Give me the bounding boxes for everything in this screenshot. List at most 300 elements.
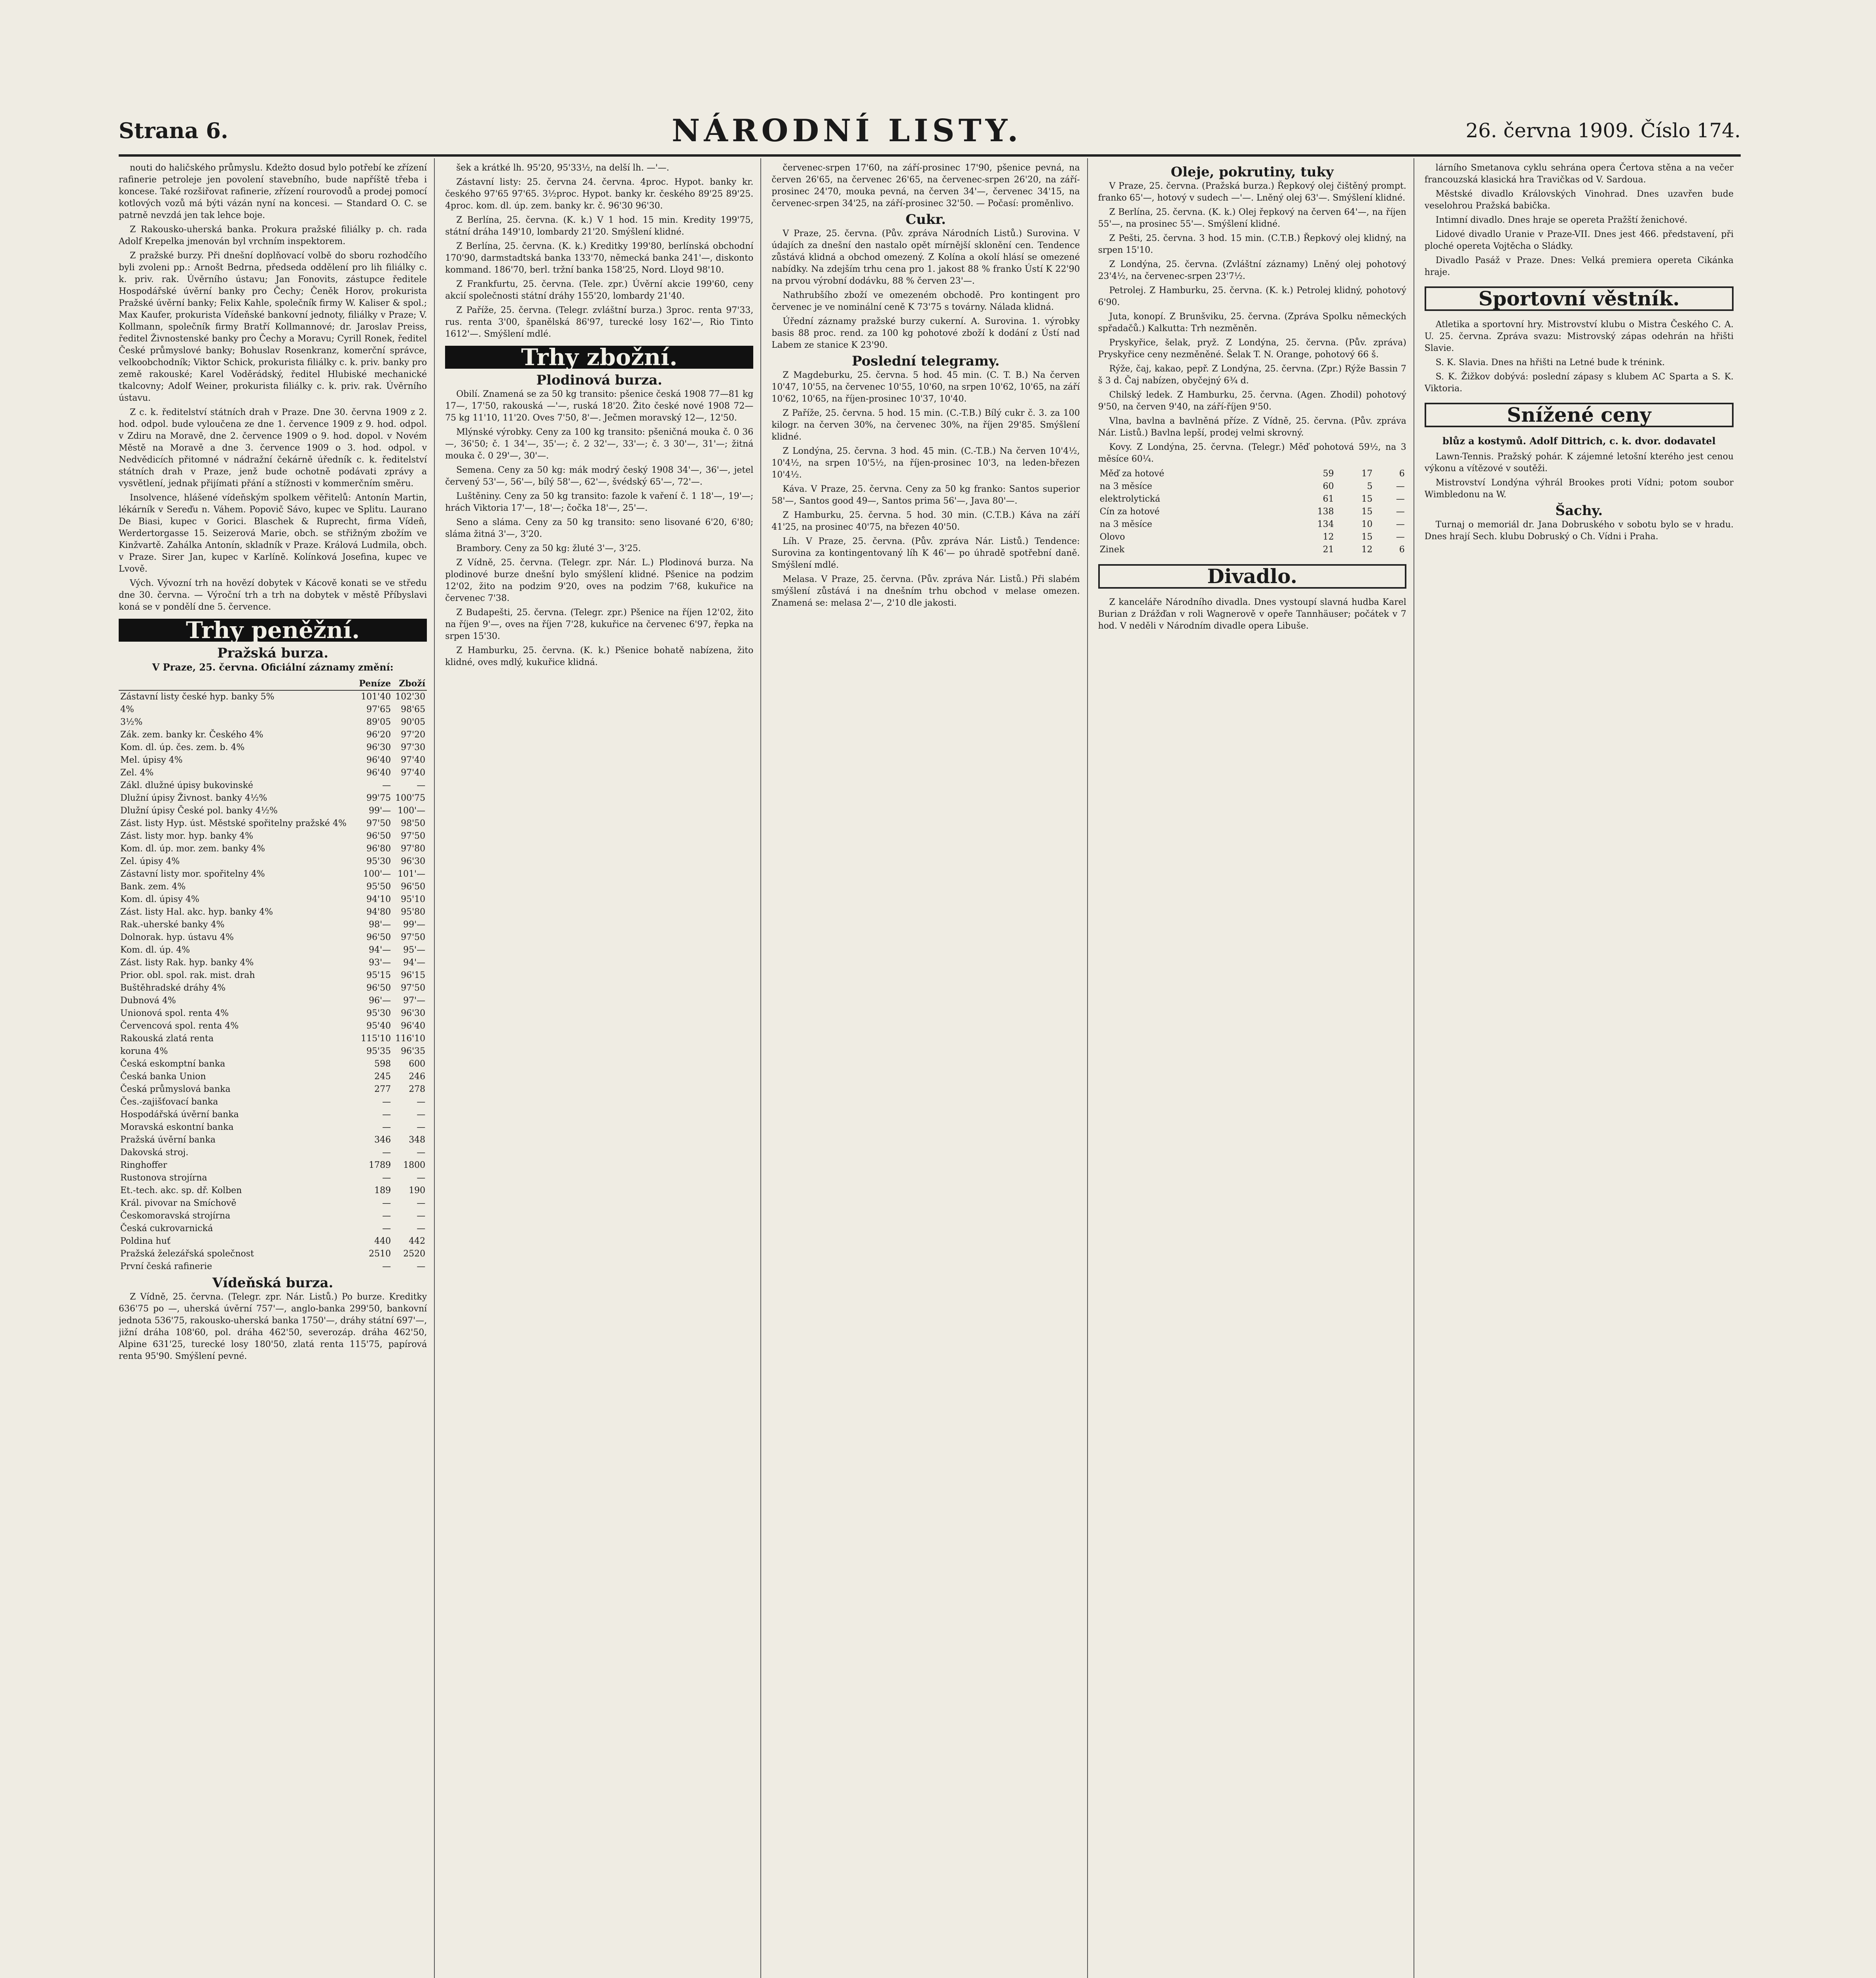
table-cell: 96'35 xyxy=(401,1046,426,1056)
table-cell: 96'40 xyxy=(366,755,391,765)
table-row xyxy=(119,1058,427,1070)
table-row xyxy=(119,1108,427,1121)
article-paragraph: Intimní divadlo. Dnes hraje se opereta Pražští ženichové. xyxy=(1435,215,1688,225)
table-row xyxy=(1098,544,1406,556)
subheading-viden-burza: Vídeňská burza. xyxy=(212,1275,334,1291)
table-cell: na 3 měsíce xyxy=(1099,519,1152,529)
table-cell: 1789 xyxy=(369,1160,391,1170)
table-cell: Zástavní listy české hyp. banky 5% xyxy=(120,692,275,702)
table-cell: Hospodářská úvěrní banka xyxy=(120,1110,239,1120)
table-cell: — xyxy=(382,781,391,790)
table-cell: 96'30 xyxy=(366,743,391,752)
table-cell: Dubnová 4% xyxy=(120,996,176,1006)
table-cell: 245 xyxy=(374,1072,391,1082)
table-row xyxy=(119,1210,427,1222)
table-cell: Zást. listy Hyp. úst. Městské spořitelny pražské 4% xyxy=(120,818,347,828)
subheading-cukr: Cukr. xyxy=(906,212,946,227)
table-cell: Ringhoffer xyxy=(120,1160,167,1170)
section-heading-divadlo: Divadlo. xyxy=(1098,564,1406,589)
table-cell: 3½% xyxy=(120,717,143,727)
table-cell: 95'15 xyxy=(366,970,391,980)
table-cell: — xyxy=(1396,494,1405,504)
table-cell: 98'— xyxy=(369,920,391,930)
table-cell: 12 xyxy=(1361,545,1373,555)
article-paragraph: Líh. V Praze, 25. června. (Pův. zpráva Nár. Listů.) Tendence: Surovina za kontingentovaný líh K 46'— po úhradě spotřební daně. Smýšlení mdlé. xyxy=(771,536,1080,570)
table-cell: 96'30 xyxy=(401,856,426,866)
table-row xyxy=(119,944,427,957)
table-cell: — xyxy=(382,1097,391,1107)
table-cell: — xyxy=(382,1224,391,1233)
table-cell: — xyxy=(417,1198,426,1208)
table-cell: — xyxy=(382,1148,391,1158)
table-cell: 278 xyxy=(409,1084,426,1094)
table-cell: 346 xyxy=(374,1135,391,1145)
column-3 xyxy=(771,158,1088,1978)
table-cell: — xyxy=(417,1262,426,1271)
article-paragraph: Petrolej. Z Hamburku, 25. června. (K. k.) Petrolej klidný, pohotový 6'90. xyxy=(1098,286,1406,307)
table-row xyxy=(119,703,427,716)
table-row xyxy=(119,919,427,931)
stock-table xyxy=(119,677,427,1273)
table-row xyxy=(119,1146,427,1159)
column-header: Peníze xyxy=(356,677,392,690)
table-row xyxy=(119,716,427,729)
table-cell: 102'30 xyxy=(395,692,426,702)
article-paragraph: Z Vídně, 25. června. (Telegr. zpr. Nár. Listů.) Po burze. Kreditky 636'75 po —, uherská úvěrní 757'—, anglo-banka 299'50, bankovní jednota 536'75, rakousko-uherská banka 1750'—, dráhy státní 697'—, jižní dráha 108'60, pol. dráha 462'50, severozáp. dráha 462'50, Alpine 631'25, turecké losy 180'50, zlatá renta 115'75, papírová renta 95'90. Smýšlení pevné. xyxy=(119,1292,427,1361)
article-paragraph: Z Paříže, 25. června. (Telegr. zvláštní burza.) 3proc. renta 97'33, rus. renta 3'00, španělská 86'97, turecké losy 162'—, Rio Tinto 1612'—. Smýšlení mdlé. xyxy=(445,305,754,339)
subheading-prazska-burza: Pražská burza. xyxy=(217,645,329,661)
article-paragraph: Insolvence, hlášené vídeňským spolkem věřitelů: Antonín Martin, lékárník v Sereďu n. Váhem. Popovič Sávo, kupec ve Splitu. Laurano De Biasi, kupec v Gorici. Blaschek & Ruprecht, firma Vídeň, Werdertorgasse 15. Seizerová Marie, obch. se střižným zbožím ve Kinžvartě. Zahálka Antonín, skladník v Praze. Králová Ludmila, obch. v Praze. Sirer Jan, kupec v Karlíně. Kolínková Josefina, kupec ve Lvově. xyxy=(119,493,427,574)
table-row xyxy=(119,931,427,944)
article-paragraph: Nathrubšího zboží ve omezeném obchodě. Pro kontingent pro červenec je ve nominální ceně K 73'75 s továrny. Nálada klidná. xyxy=(771,290,1080,312)
article-paragraph: Zástavní listy: 25. června 24. června. 4proc. Hypot. banky kr. českého 97'65 97'65. 3½proc. Hypot. banky kr. českého 89'25 89'25. 4proc. kom. dl. úp. zem. banky kr. č. 96'30 96'30. xyxy=(445,177,754,211)
article-paragraph: Turnaj o memoriál dr. Jana Dobruského v sobotu bylo se v hradu. Dnes hrají Sech. klubu Dobruský o Ch. Vídni i Praha. xyxy=(1424,520,1734,542)
column-4 xyxy=(1098,158,1414,1978)
table-cell: 61 xyxy=(1323,494,1334,504)
table-cell: 93'— xyxy=(369,958,391,968)
table-cell: 96'15 xyxy=(401,970,426,980)
article-paragraph: Káva. V Praze, 25. června. Ceny za 50 kg franko: Santos superior 58'—, Santos good 49—, Santos prima 56'—, Java 80'—. xyxy=(771,484,1080,506)
table-row xyxy=(1098,518,1406,531)
table-cell: Moravská eskontní banka xyxy=(120,1122,234,1132)
table-cell: Zákl. dlužné úpisy bukovinské xyxy=(120,781,253,790)
table-cell: Zást. listy mor. hyp. banky 4% xyxy=(120,831,254,841)
table-cell: Prior. obl. spol. rak. mist. drah xyxy=(120,970,255,980)
section-heading-trhy-zbozni: Trhy zbožní. xyxy=(445,346,753,369)
newspaper-title: NÁRODNÍ LISTY. xyxy=(671,112,1022,149)
table-cell: — xyxy=(382,1262,391,1271)
table-cell: Zást. listy Rak. hyp. banky 4% xyxy=(120,958,254,968)
table-row xyxy=(119,767,427,779)
table-cell: 99'75 xyxy=(366,793,391,803)
article-paragraph: S. K. Slavia. Dnes na hřišti na Letné bude k trénink. xyxy=(1435,358,1665,368)
table-row xyxy=(119,1134,427,1146)
table-cell: 96'50 xyxy=(366,983,391,993)
table-cell: elektrolytická xyxy=(1099,494,1160,504)
table-cell: 97'30 xyxy=(401,743,426,752)
table-cell: Zel. 4% xyxy=(120,768,154,778)
subheading-oleje: Oleje, pokrutiny, tuky xyxy=(1171,164,1334,180)
table-cell: — xyxy=(382,1110,391,1120)
table-row xyxy=(119,792,427,805)
table-cell: 17 xyxy=(1361,469,1373,479)
table-cell: První česká rafinerie xyxy=(120,1262,212,1271)
article-paragraph: Vých. Vývozní trh na hovězí dobytek v Kácově konati se ve středu dne 30. června. — Výroční trh a trh na dobytek v městě Příbyslavi koná se v pondělí dne 5. července. xyxy=(119,578,427,612)
column-header: Zboží xyxy=(392,677,427,690)
article-paragraph: Z Hamburku, 25. června. 5 hod. 30 min. (C.T.B.) Káva na září 41'25, na prosinec 40'75, na březen 40'50. xyxy=(771,510,1080,532)
article-paragraph: Chilský ledek. Z Hamburku, 25. června. (Agen. Zhodil) pohotový 9'50, na červen 9'40, na září-říjen 9'50. xyxy=(1098,390,1406,412)
table-row xyxy=(119,982,427,995)
table-cell: 189 xyxy=(374,1186,391,1196)
article-paragraph: Luštěniny. Ceny za 50 kg transito: fazole k vaření č. 1 18'—, 19'—; hrách Viktoria 17'—, 18'—; čočka 18'—, 25'—. xyxy=(445,491,754,513)
table-cell: 60 xyxy=(1323,481,1334,491)
table-row xyxy=(1098,493,1406,506)
ad-subline: blůz a kostymů. Adolf Dittrich, c. k. dvor. dodavatel xyxy=(1442,435,1716,447)
article-paragraph: Z kanceláře Národního divadla. Dnes vystoupí slavná hudba Karel Burian z Drážďan v roli Wagnerově v opeře Tannhäuser; počátek v 7 hod. V neděli v Národním divadle opera Libuše. xyxy=(1098,597,1406,631)
subheading-telegrams: Poslední telegramy. xyxy=(852,353,1000,369)
article-paragraph: Lidové divadlo Uranie v Praze-VII. Dnes jest 466. představení, při ploché opereta Vojtěcha o Sládky. xyxy=(1424,229,1734,251)
table-cell: 2520 xyxy=(403,1249,426,1259)
table-cell: 15 xyxy=(1361,507,1373,517)
table-row xyxy=(1098,468,1406,480)
table-cell: — xyxy=(417,1097,426,1107)
article-paragraph: Pryskyřice, šelak, pryž. Z Londýna, 25. června. (Pův. zpráva) Pryskyřice ceny nezměněné. Šelak T. N. Orange, pohotový 66 š. xyxy=(1098,338,1406,360)
table-cell: 97'20 xyxy=(401,730,426,740)
table-row xyxy=(119,729,427,741)
table-cell: Rakouská zlatá renta xyxy=(120,1034,214,1044)
table-row xyxy=(1098,506,1406,518)
table-cell: — xyxy=(382,1198,391,1208)
table-cell: — xyxy=(382,1173,391,1183)
table-cell: — xyxy=(417,1148,426,1158)
article-paragraph: Úřední záznamy pražské burzy cukerní. A. Surovina. 1. výrobky basis 88 proc. rend. za 100 kg pohotové zboží k dodání z Ústí nad Labem ze stanice K 23'90. xyxy=(771,316,1080,350)
table-cell: 246 xyxy=(409,1072,426,1082)
table-cell: Česká banka Union xyxy=(120,1072,206,1082)
article-paragraph: S. K. Žižkov dobývá: poslední zápasy s klubem AC Sparta a S. K. Viktoria. xyxy=(1424,372,1734,394)
table-cell: 97'50 xyxy=(401,831,426,841)
table-row xyxy=(119,1172,427,1184)
table-row xyxy=(119,1197,427,1210)
table-cell: 59 xyxy=(1323,469,1334,479)
table-cell: — xyxy=(417,1122,426,1132)
table-cell: — xyxy=(417,1110,426,1120)
table-row xyxy=(119,1248,427,1260)
table-cell: Mel. úpisy 4% xyxy=(120,755,183,765)
table-cell: 115'10 xyxy=(361,1034,391,1044)
table-cell: 97'— xyxy=(403,996,426,1006)
table-cell: 10 xyxy=(1361,519,1373,529)
table-cell: 96'50 xyxy=(366,932,391,942)
table-cell: 97'40 xyxy=(401,768,426,778)
table-row xyxy=(119,1222,427,1235)
article-paragraph: Z Londýna, 25. června. 3 hod. 45 min. (C.-T.B.) Na červen 10'4½, 10'4½, na srpen 10'5½, na říjen-prosinec 10'3, na leden-březen 10'4½. xyxy=(771,446,1080,480)
article-paragraph: šek a krátké lh. 95'20, 95'33½, na delší lh. —'—. xyxy=(456,163,669,173)
article-paragraph: Juta, konopí. Z Brunšviku, 25. června. (Zpráva Spolku německých spřadačů.) Kalkutta: Trh nezměněn. xyxy=(1098,312,1406,333)
table-cell: Zástavní listy mor. spořitelny 4% xyxy=(120,869,265,879)
table-cell: 96'50 xyxy=(366,831,391,841)
article-paragraph: Z Hamburku, 25. června. (K. k.) Pšenice bohatě nabízena, žito klidné, oves mdlý, kukuřice klidná. xyxy=(445,646,754,667)
table-cell: Červencová spol. renta 4% xyxy=(120,1021,239,1031)
table-row xyxy=(119,690,427,703)
article-paragraph: Z Londýna, 25. června. (Zvláštní záznamy) Lněný olej pohotový 23'4½, na červenec-srpen 23'7½. xyxy=(1098,260,1406,281)
table-cell: Kom. dl. úp. čes. zem. b. 4% xyxy=(120,743,245,752)
article-paragraph: Z Frankfurtu, 25. června. (Tele. zpr.) Úvěrní akcie 199'60, ceny akcií společnosti státní dráhy 155'20, lombardy 21'40. xyxy=(445,279,754,301)
table-cell: Bank. zem. 4% xyxy=(120,882,186,892)
table-cell: 90'05 xyxy=(401,717,426,727)
table-cell: 94'80 xyxy=(366,907,391,917)
subheading-sachy: Šachy. xyxy=(1555,503,1603,519)
table-row xyxy=(1098,480,1406,493)
article-paragraph: Atletika a sportovní hry. Mistrovství klubu o Mistra Českého C. A. U. 25. června. Zpráva svazu: Mistrovský zápas odehrán na hřišti Slavie. xyxy=(1424,320,1734,353)
table-cell: — xyxy=(1396,481,1405,491)
table-cell: 442 xyxy=(409,1236,426,1246)
table-row xyxy=(119,843,427,855)
table-cell: 95'30 xyxy=(366,856,391,866)
table-cell: 134 xyxy=(1317,519,1334,529)
article-paragraph: Divadlo Pasáž v Praze. Dnes: Velká premiera opereta Cikánka hraje. xyxy=(1424,256,1734,277)
article-paragraph: Městské divadlo Královských Vinohrad. Dnes uzavřen bude veselohrou Pražská babička. xyxy=(1424,189,1734,211)
article-paragraph: Semena. Ceny za 50 kg: mák modrý český 1908 34'—, 36'—, jetel červený 53'—, 56'—, bílý 58'—, 62'—, švédský 65'—, 72'—. xyxy=(445,465,754,487)
article-paragraph: Z Magdeburku, 25. června. 5 hod. 45 min. (C. T. B.) Na červen 10'47, 10'55, na červenec 10'55, 10'60, na srpen 10'62, 10'65, na září 10'62, 10'65, na říjen-prosinec 10'37, 10'40. xyxy=(771,370,1080,404)
article-paragraph: Vlna, bavlna a bavlněná příze. Z Vídně, 25. června. (Pův. zpráva Nár. Listů.) Bavlna lepší, prodej velmi skrovný. xyxy=(1098,416,1406,438)
table-row xyxy=(119,754,427,767)
table-cell: Olovo xyxy=(1099,532,1125,542)
table-cell: 96'50 xyxy=(401,882,426,892)
table-cell: Zást. listy Hal. akc. hyp. banky 4% xyxy=(120,907,273,917)
table-cell: Česká cukrovarnická xyxy=(120,1224,213,1233)
table-cell: 100'— xyxy=(398,806,426,816)
column-5 xyxy=(1425,158,1741,1978)
table-cell: 97'40 xyxy=(401,755,426,765)
table-row xyxy=(119,805,427,817)
table-cell: 4% xyxy=(120,705,134,714)
article-paragraph: Z c. k. ředitelství státních drah v Praze. Dne 30. června 1909 z 2. hod. odpol. bude vyloučena ze dne 1. července 1909 z 9. hod. odpol. v Zdiru na Moravě, dne 2. července 1909 o 9. hod. dopol. v Novém Městě na Moravě a dne 3. července 1909 o 3. hod. odpol. v Nedvědicích přitomné v nádražní čekárně úředník c. k. ředitelství státních drah v Praze, jenž bude ochotně podávati zprávy a vysvětlení, jednak přijímati přání a stížnosti v kommerčním směru. xyxy=(119,407,427,489)
table-row xyxy=(119,893,427,906)
table-cell: 97'50 xyxy=(401,983,426,993)
table-row xyxy=(119,779,427,792)
table-cell: Čes.-zajišťovací banka xyxy=(120,1097,218,1107)
table-cell: 138 xyxy=(1317,507,1334,517)
table-cell: 6 xyxy=(1399,469,1405,479)
table-cell: 96'40 xyxy=(366,768,391,778)
table-cell: 99'— xyxy=(403,920,426,930)
article-paragraph: Z Rakousko-uherská banka. Prokura pražské filiálky p. ch. rada Adolf Krepelka jmenován byl vrchním inspektorem. xyxy=(119,225,427,246)
table-caption: V Praze, 25. června. Oficiální záznamy změní: xyxy=(152,661,394,673)
columns xyxy=(119,158,1741,1978)
table-cell: 440 xyxy=(374,1236,391,1246)
section-heading-sport: Sportovní věstník. xyxy=(1425,286,1734,311)
article-paragraph: Z Berlína, 25. června. (K. k.) Olej řepkový na červen 64'—, na říjen 55'—, na prosinec 55'—. Smýšlení klidné. xyxy=(1098,207,1406,229)
stock-table-header xyxy=(119,677,427,690)
table-cell: 99'— xyxy=(369,806,391,816)
article-paragraph: Melasa. V Praze, 25. června. (Pův. zpráva Nár. Listů.) Při slabém smýšlení zůstává i na dnešním trhu obchod v melase omezen. Znamená se: melasa 2'—, 2'10 dle jakosti. xyxy=(771,574,1080,608)
table-cell: Poldina huť xyxy=(120,1236,171,1246)
table-cell: Pražská úvěrní banka xyxy=(120,1135,216,1145)
table-cell: 5 xyxy=(1367,481,1373,491)
table-cell: Českomoravská strojírna xyxy=(120,1211,231,1221)
table-cell: — xyxy=(417,1173,426,1183)
article-paragraph: červenec-srpen 17'60, na září-prosinec 17'90, pšenice pevná, na červen 26'65, na červenec 26'65, na červenec-srpen 26'20, na září-prosinec 24'70, mouka pevná, na červen 34'—, červenec 34'15, na červenec-srpen 34'25, na září-prosinec 32'50. — Počasí: proměnlivo. xyxy=(771,163,1080,208)
table-cell: 116'10 xyxy=(395,1034,426,1044)
table-cell: 95'35 xyxy=(366,1046,391,1056)
page-header xyxy=(119,107,1741,157)
table-cell: 100'75 xyxy=(395,793,426,803)
table-cell: 12 xyxy=(1323,532,1334,542)
table-cell: 94'10 xyxy=(366,894,391,904)
table-cell: 89'05 xyxy=(366,717,391,727)
table-cell: Unionová spol. renta 4% xyxy=(120,1008,229,1018)
table-row xyxy=(119,830,427,843)
table-row xyxy=(119,1235,427,1248)
table-cell: 97'50 xyxy=(366,818,391,828)
table-row xyxy=(119,881,427,893)
table-cell: Měď za hotové xyxy=(1099,469,1164,479)
table-cell: 21 xyxy=(1323,545,1334,555)
article-paragraph: Kovy. Z Londýna, 25. června. (Telegr.) Měď pohotová 59½, na 3 měsíce 60¼. xyxy=(1098,442,1406,464)
table-cell: Dolnorak. hyp. ústavu 4% xyxy=(120,932,234,942)
table-cell: 600 xyxy=(409,1059,426,1069)
article-paragraph: V Praze, 25. června. (Pražská burza.) Řepkový olej čištěný prompt. franko 65'—, hotový v sudech —'—. Lněný olej 63'—. Smýšlení klidné. xyxy=(1098,181,1406,203)
subheading-plodinova-burza: Plodinová burza. xyxy=(536,372,663,388)
table-row xyxy=(119,906,427,919)
table-cell: 101'— xyxy=(398,869,426,879)
table-cell: Rustonova strojírna xyxy=(120,1173,207,1183)
table-cell: — xyxy=(1396,507,1405,517)
table-cell: 94'— xyxy=(369,945,391,955)
table-cell: Pražská železářská společnost xyxy=(120,1249,254,1259)
article-paragraph: Z Vídně, 25. června. (Telegr. zpr. Nár. L.) Plodinová burza. Na plodinové burze dnešní bylo smýšlení klidné. Pšenice na podzim 12'02, žito na podzim 9'20, oves na podzim 7'68, kukuřice na červenec 7'38. xyxy=(445,558,754,603)
article-paragraph: Z pražské burzy. Při dnešní doplňovací volbě do sboru rozhodčího byli zvoleni pp.: Arnošt Bedrna, předseda oddělení pro lih filiálky c. k. priv. rak. Úvěrního ústavu; Jan Fonovits, zástupce ředitele Hospodářské úvěrní banky pro Čechy; Čeněk Horov, prokurista Pražské úvěrní banky; Felix Kahle, společník firmy W. Kaliser & spol.; Max Kaufer, prokurista Vídeňské bankovní jednoty, filiálky v Praze; V. Kollmann, společník firmy Bratří Kollmannové; dr. Jaroslav Preiss, ředitel Živnostenské banky pro Čechy a Moravu; Cyrill Ronek, ředitel České průmyslové banky; Bohuslav Rosenkranz, komerční správce, velkoobchodník; Viktor Schick, prokurista filiálky c. k. priv. banky pro země rakouské; Karel Voděrádský, ředitel Hlubiské mechanické tkalcovny; Adolf Weiner, prokurista filiálky c. k. priv. rak. Úvěrního ústavu. xyxy=(119,251,427,403)
table-cell: — xyxy=(417,1224,426,1233)
article-paragraph: lárního Smetanova cyklu sehrána opera Čertova stěna a na večer francouzská klasická hra Travičkas od V. Sardoua. xyxy=(1424,163,1734,185)
table-cell: Buštěhradské dráhy 4% xyxy=(120,983,226,993)
table-cell: Zel. úpisy 4% xyxy=(120,856,180,866)
table-row xyxy=(119,868,427,881)
table-cell: 96'30 xyxy=(401,1008,426,1018)
table-cell: 15 xyxy=(1361,532,1373,542)
table-cell: 190 xyxy=(409,1186,426,1196)
table-cell: Dlužní úpisy České pol. banky 4½% xyxy=(120,806,278,816)
article-paragraph: Lawn-Tennis. Pražský pohár. K zájemné letošní kterého jest cenou výkonu a vítězové v soutěži. xyxy=(1424,452,1734,474)
table-cell: 95'50 xyxy=(366,882,391,892)
table-row xyxy=(119,1260,427,1273)
table-cell: 96'20 xyxy=(366,730,391,740)
ad-snizene-ceny: Snížené ceny xyxy=(1425,403,1734,427)
table-cell: Král. pivovar na Smíchově xyxy=(120,1198,237,1208)
table-row xyxy=(119,1007,427,1020)
article-paragraph: Z Pešti, 25. června. 3 hod. 15 min. (C.T.B.) Řepkový olej klidný, na srpen 15'10. xyxy=(1098,233,1406,255)
page-label: Strana 6. xyxy=(119,118,228,143)
section-heading-trhy-penezni: Trhy peněžní. xyxy=(119,619,427,642)
table-cell: 100'— xyxy=(363,869,391,879)
table-row xyxy=(1098,531,1406,544)
metal-table xyxy=(1098,468,1406,556)
table-cell: Rak.-uherské banky 4% xyxy=(120,920,225,930)
table-cell: Kom. dl. úp. 4% xyxy=(120,945,190,955)
table-cell: Et.-tech. akc. sp. dř. Kolben xyxy=(120,1186,242,1196)
table-cell: 101'40 xyxy=(361,692,391,702)
table-row xyxy=(119,741,427,754)
table-cell: na 3 měsíce xyxy=(1099,481,1152,491)
date-issue: 26. června 1909. Číslo 174. xyxy=(1465,119,1741,142)
table-cell: Dakovská stroj. xyxy=(120,1148,189,1158)
article-paragraph: Mistrovství Londýna výhrál Brookes proti Vídni; potom soubor Wimbledonu na W. xyxy=(1424,478,1734,500)
table-cell: — xyxy=(382,1122,391,1132)
table-row xyxy=(119,1184,427,1197)
table-cell: — xyxy=(382,1211,391,1221)
table-cell: 96'40 xyxy=(401,1021,426,1031)
table-cell: 277 xyxy=(374,1084,391,1094)
column-header xyxy=(119,677,356,690)
table-row xyxy=(119,1121,427,1134)
column-1 xyxy=(119,158,435,1978)
table-cell: 1800 xyxy=(403,1160,426,1170)
table-cell: Kom. dl. úp. mor. zem. banky 4% xyxy=(120,844,265,854)
article-paragraph: Rýže, čaj, kakao, pepř. Z Londýna, 25. června. (Zpr.) Rýže Bassin 7 š 3 d. Čaj nabízen, obyčejný 6¾ d. xyxy=(1098,364,1406,386)
table-cell: koruna 4% xyxy=(120,1046,168,1056)
table-row xyxy=(119,995,427,1007)
table-row xyxy=(119,817,427,830)
table-cell: 15 xyxy=(1361,494,1373,504)
table-cell: 95'40 xyxy=(366,1021,391,1031)
article-paragraph: Mlýnské výrobky. Ceny za 100 kg transito: pšeničná mouka č. 0 36—, 36'50; č. 1 34'—, 35'—; č. 2 32'—, 33'—; č. 3 30'—, 31'—; žitná mouka č. 0 29'—, 30'—. xyxy=(445,427,754,461)
article-paragraph: Z Berlína, 25. června. (K. k.) V 1 hod. 15 min. Kredity 199'75, státní dráha 149'10, lombardy 21'20. Smýšlení klidné. xyxy=(445,215,754,237)
table-cell: Česká eskomptní banka xyxy=(120,1059,225,1069)
table-cell: 97'50 xyxy=(401,932,426,942)
table-cell: Zák. zem. banky kr. Českého 4% xyxy=(120,730,263,740)
table-row xyxy=(119,1083,427,1096)
table-cell: 348 xyxy=(409,1135,426,1145)
article-paragraph: Brambory. Ceny za 50 kg: žluté 3'—, 3'25. xyxy=(456,544,641,553)
table-cell: 6 xyxy=(1399,545,1405,555)
table-row xyxy=(119,1159,427,1172)
table-cell: 2510 xyxy=(369,1249,391,1259)
table-row xyxy=(119,1033,427,1045)
table-cell: 95'80 xyxy=(401,907,426,917)
table-cell: — xyxy=(1396,532,1405,542)
table-cell: 95'— xyxy=(403,945,426,955)
article-paragraph: Seno a sláma. Ceny za 50 kg transito: seno lisované 6'20, 6'80; sláma žitná 3'—, 3'20. xyxy=(445,517,754,539)
table-cell: — xyxy=(1396,519,1405,529)
table-cell: 98'65 xyxy=(401,705,426,714)
table-row xyxy=(119,969,427,982)
column-2 xyxy=(445,158,761,1978)
table-cell: — xyxy=(417,781,426,790)
article-paragraph: Z Paříže, 25. června. 5 hod. 15 min. (C.-T.B.) Bílý cukr č. 3. za 100 kilogr. na červen 30%, na červenec 30%, na říjen 29'85. Smýšlení klidné. xyxy=(771,408,1080,442)
article-paragraph: Z Budapešti, 25. června. (Telegr. zpr.) Pšenice na říjen 12'02, žito na říjen 9'—, oves na říjen 7'28, kukuřice na červenec 6'97, řepka na srpen 15'30. xyxy=(445,608,754,641)
article-paragraph: Obilí. Znamená se za 50 kg transito: pšenice česká 1908 77—81 kg 17—, 17'50, rakouská —'—, ruská 18'20. Žito české nové 1908 72—75 kg 11'10, 11'20. Oves 7'50, 8'—. Ječmen moravský 12—, 12'50. xyxy=(445,389,754,423)
table-cell: Zinek xyxy=(1099,545,1125,555)
table-cell: Dlužní úpisy Živnost. banky 4½% xyxy=(120,793,267,803)
table-cell: 97'65 xyxy=(366,705,391,714)
article-paragraph: Z Berlína, 25. června. (K. k.) Kreditky 199'80, berlínská obchodní 170'90, darmstadtská banka 133'70, německá banka 241'—, diskonto kommand. 186'70, berl. tržní banka 158'25, Nord. Lloyd 98'10. xyxy=(445,241,754,275)
table-cell: 95'10 xyxy=(401,894,426,904)
table-row xyxy=(119,957,427,969)
table-row xyxy=(119,855,427,868)
table-row xyxy=(119,1070,427,1083)
table-cell: 95'30 xyxy=(366,1008,391,1018)
table-row xyxy=(119,1020,427,1033)
table-row xyxy=(119,1096,427,1108)
table-cell: Kom. dl. úpisy 4% xyxy=(120,894,199,904)
table-cell: 96'— xyxy=(369,996,391,1006)
table-cell: 94'— xyxy=(403,958,426,968)
table-cell: Cín za hotové xyxy=(1099,507,1160,517)
article-paragraph: V Praze, 25. června. (Pův. zpráva Národních Listů.) Surovina. V údajích za dnešní den nastalo opět mírnější sklonění cen. Tendence zůstává klidná a obchod omezený. Z Kolína a okolí hlásí se omezené nabídky. Na zdejším trhu cena pro 1. jakost 88 % franko Ústí K 22'90 na prvou výrobní dodávku, 88 % červen 23'—. xyxy=(771,229,1080,286)
article-paragraph: nouti do haličského průmyslu. Kdežto dosud bylo potřebí ke zřízení rafinerie petroleje jen povolení stavebního, bude napříště třeba i koncese. Také rozšiřovat rafinerie, zřízení rourovodů a prodej pomocí kotlových vozů má býti vázán nyní na koncesi. — Standard O. C. se patrně nevzdá jen tak lehce boje. xyxy=(119,163,427,220)
table-cell: 97'80 xyxy=(401,844,426,854)
table-cell: 598 xyxy=(374,1059,391,1069)
